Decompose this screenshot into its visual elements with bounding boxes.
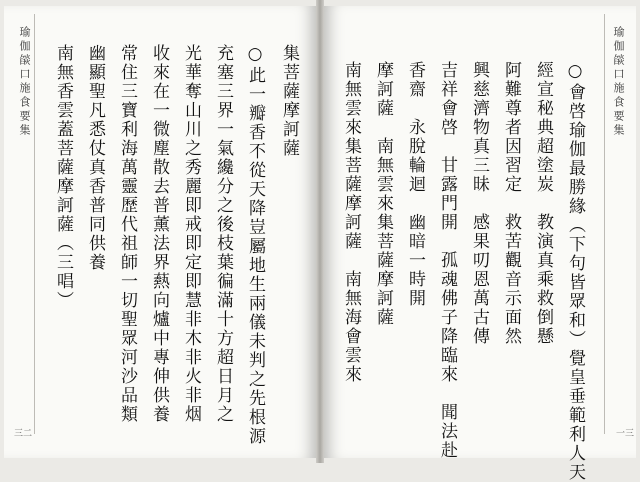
right-col-7: 摩訶薩 南無雲來集菩薩摩訶薩 xyxy=(373,61,393,327)
right-page xyxy=(324,6,636,482)
right-col-5: 吉祥會啓 甘露門開 孤魂佛子降臨來 聞法赴 xyxy=(437,61,457,460)
right-col-6: 香齋 永脫輪迴 幽暗一時開 xyxy=(405,61,425,308)
right-folio: 一三 xyxy=(616,429,635,439)
left-col-8: 南無香雲蓋菩薩摩訶薩（三唱） xyxy=(53,44,73,310)
left-col-4: 光華奪山川之秀麗即戒即定即慧非木非火非烟 xyxy=(181,44,201,424)
book-gutter xyxy=(316,0,324,463)
right-margin-rule xyxy=(604,14,605,434)
right-col-8: 南無雲來集菩薩摩訶薩 南無海會雲來 xyxy=(341,61,361,384)
left-margin-rule xyxy=(34,14,35,434)
right-col-1: ○會啓瑜伽最勝緣（下句皆眾和）覺皇垂範利人天 xyxy=(565,61,585,482)
left-page-header: 瑜伽燄口施食要集 xyxy=(18,26,31,138)
left-col-3: 充塞三界一氣纔分之後枝葉徧滿十方超日月之 xyxy=(213,44,233,424)
left-folio: 三二 xyxy=(14,429,33,439)
left-col-7: 幽顯聖凡悉仗真香普同供養 xyxy=(85,44,105,272)
left-col-5: 收來在一微塵散去普薰法界爇向爐中專伸供養 xyxy=(149,44,169,424)
right-page-header: 瑜伽燄口施食要集 xyxy=(612,26,625,138)
left-col-2: ○此一瓣香不從天降豈屬地生兩儀未判之先根源 xyxy=(245,44,265,446)
left-col-6: 常住三寶利海萬靈歷代祖師一切聖眾河沙品類 xyxy=(117,44,137,424)
left-col-1: 集菩薩摩訶薩 xyxy=(279,44,299,158)
right-col-3: 阿難尊者因習定 救苦觀音示面然 xyxy=(501,61,521,346)
left-page xyxy=(4,6,316,458)
right-col-2: 經宣秘典超塗炭 教演真乘救倒懸 xyxy=(533,61,553,346)
right-col-4: 興慈濟物真三昧 感果叨恩萬古傳 xyxy=(469,61,489,346)
